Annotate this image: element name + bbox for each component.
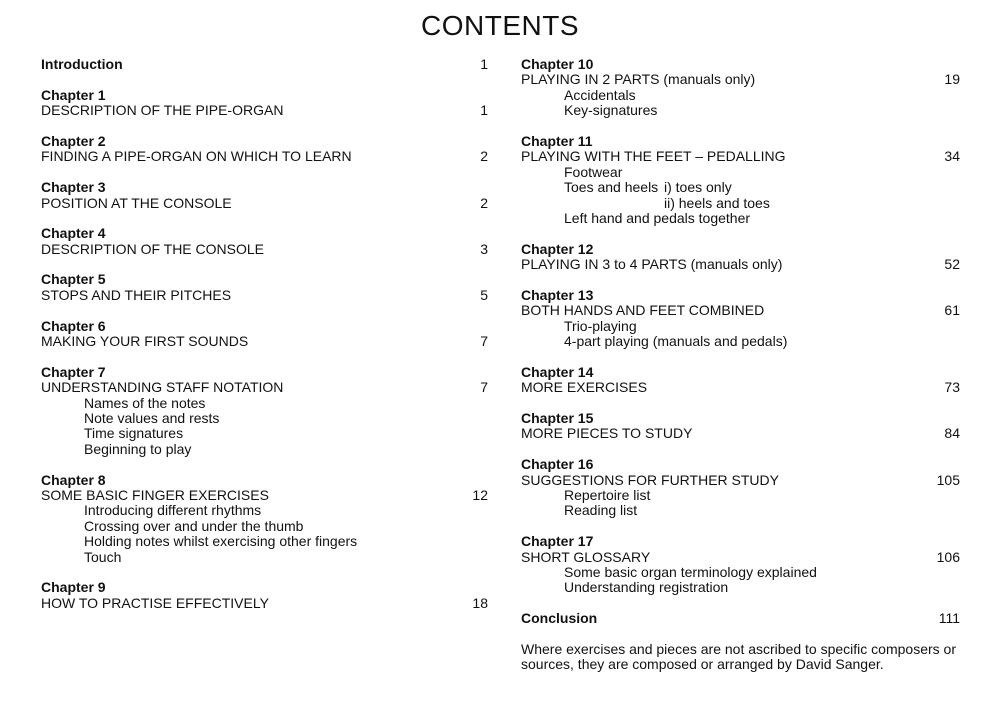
toc-page-number: 7: [480, 379, 488, 396]
toc-page-number: 84: [944, 425, 960, 442]
contents-right-column: [521, 57, 960, 673]
toc-heading: MORE EXERCISES: [521, 379, 648, 396]
toc-chapter-label: Chapter 9: [41, 579, 106, 596]
toc-entry-introduction: [41, 57, 488, 72]
toc-page-number: 2: [480, 148, 488, 165]
toc-subtopic: Reading list: [564, 502, 638, 519]
toc-entry-chapter-1: [41, 88, 488, 119]
toc-subtopic: Trio-playing: [564, 317, 637, 334]
toc-subtopic: Key-signatures: [564, 102, 658, 119]
toc-subtopic: Beginning to play: [84, 440, 192, 457]
toc-subtopic: Repertoire list: [564, 486, 651, 503]
toc-page-number: 34: [944, 148, 960, 165]
toc-page-number: 7: [480, 333, 488, 350]
toc-subtopic: Left hand and pedals together: [564, 209, 751, 226]
toc-entry-chapter-9: [41, 580, 488, 611]
toc-page-number: 5: [480, 286, 488, 303]
toc-chapter-label: Chapter 1: [41, 86, 106, 103]
toc-entry-conclusion: [521, 611, 960, 626]
toc-chapter-label: Chapter 2: [41, 132, 106, 149]
toc-heading: SOME BASIC FINGER EXERCISES: [41, 486, 269, 503]
toc-entry-chapter-7: [41, 365, 488, 457]
toc-chapter-label: Chapter 3: [41, 179, 106, 196]
toc-entry-chapter-8: [41, 473, 488, 565]
toc-heading: PLAYING IN 3 to 4 PARTS (manuals only): [521, 256, 783, 273]
toc-subtopic: Understanding registration: [564, 579, 729, 596]
toc-entry-chapter-3: [41, 180, 488, 211]
toc-subtopic: Introducing different rhythms: [84, 502, 262, 519]
toc-subtopic-detail: ii) heels and toes: [664, 194, 770, 211]
toc-page-number: 106: [936, 548, 960, 565]
toc-subtopic: Touch: [84, 548, 122, 565]
toc-heading: UNDERSTANDING STAFF NOTATION: [41, 379, 284, 396]
toc-entry-chapter-15: [521, 411, 960, 442]
attribution-note-line: sources, they are composed or arranged by David Sanger.: [521, 656, 884, 673]
toc-chapter-label: Chapter 14: [521, 363, 594, 380]
toc-subtopic: Some basic organ terminology explained: [564, 563, 817, 580]
toc-subtopic-label: Toes and heels: [564, 179, 659, 196]
toc-chapter-label: Chapter 11: [521, 132, 593, 149]
toc-heading: HOW TO PRACTISE EFFECTIVELY: [41, 594, 269, 611]
toc-subtopic: Footwear: [564, 163, 623, 180]
toc-page-number: 1: [480, 102, 488, 119]
toc-subtopic-toes: [521, 180, 960, 195]
toc-chapter-label: Chapter 6: [41, 317, 106, 334]
toc-entry-chapter-11: [521, 134, 960, 226]
toc-heading: DESCRIPTION OF THE CONSOLE: [41, 240, 264, 257]
toc-entry-chapter-14: [521, 365, 960, 396]
attribution-note-line: Where exercises and pieces are not ascribed to specific composers or: [521, 640, 956, 657]
toc-heading: FINDING A PIPE-ORGAN ON WHICH TO LEARN: [41, 148, 352, 165]
toc-chapter-label: Chapter 4: [41, 225, 106, 242]
toc-chapter-label: Chapter 7: [41, 363, 106, 380]
contents-left-column: [41, 57, 488, 626]
toc-subtopic: Note values and rests: [84, 409, 220, 426]
toc-entry-chapter-5: [41, 272, 488, 303]
toc-page-number: 3: [480, 240, 488, 257]
toc-page-number: 61: [944, 302, 960, 319]
attribution-note: [521, 642, 960, 673]
toc-heading: BOTH HANDS AND FEET COMBINED: [521, 302, 765, 319]
toc-subtopic: Crossing over and under the thumb: [84, 517, 304, 534]
toc-entry-chapter-6: [41, 319, 488, 350]
toc-chapter-label: Chapter 13: [521, 286, 594, 303]
toc-entry-chapter-4: [41, 226, 488, 257]
toc-heading: SUGGESTIONS FOR FURTHER STUDY: [521, 471, 779, 488]
toc-entry-chapter-13: [521, 288, 960, 350]
toc-page-number: 1: [480, 56, 488, 72]
toc-heading: STOPS AND THEIR PITCHES: [41, 286, 232, 303]
toc-chapter-label: Chapter 12: [521, 240, 594, 257]
toc-page-number: 19: [944, 71, 960, 88]
toc-heading: Introduction: [41, 56, 123, 72]
toc-subtopic-detail: i) toes only: [664, 179, 732, 196]
toc-subtopic: Names of the notes: [84, 394, 206, 411]
toc-page-number: 105: [936, 471, 960, 488]
toc-chapter-label: Chapter 8: [41, 471, 106, 488]
toc-page-number: 18: [472, 594, 488, 611]
toc-page-number: 52: [944, 256, 960, 273]
toc-page-number: 2: [480, 194, 488, 211]
toc-subtopic: Time signatures: [84, 425, 184, 442]
toc-heading: MORE PIECES TO STUDY: [521, 425, 693, 442]
toc-entry-chapter-2: [41, 134, 488, 165]
toc-chapter-label: Chapter 10: [521, 56, 594, 72]
page-title: CONTENTS: [421, 10, 579, 41]
toc-subtopic: 4-part playing (manuals and pedals): [564, 333, 788, 350]
toc-entry-chapter-16: [521, 457, 960, 519]
toc-page-number: 73: [944, 379, 960, 396]
toc-heading: POSITION AT THE CONSOLE: [41, 194, 232, 211]
toc-heading: PLAYING IN 2 PARTS (manuals only): [521, 71, 756, 88]
toc-heading: DESCRIPTION OF THE PIPE-ORGAN: [41, 102, 284, 119]
toc-chapter-label: Chapter 15: [521, 409, 594, 426]
toc-heading: MAKING YOUR FIRST SOUNDS: [41, 333, 249, 350]
toc-chapter-label: Chapter 16: [521, 456, 594, 473]
toc-subtopic: Holding notes whilst exercising other fingers: [84, 533, 358, 550]
toc-entry-chapter-17: [521, 534, 960, 596]
toc-chapter-label: Chapter 17: [521, 533, 594, 550]
toc-subtopic: Accidentals: [564, 86, 636, 103]
toc-heading: PLAYING WITH THE FEET – PEDALLING: [521, 148, 786, 165]
toc-chapter-label: Chapter 5: [41, 271, 106, 288]
toc-page-number: 111: [938, 610, 960, 627]
toc-entry-chapter-12: [521, 242, 960, 273]
toc-heading: Conclusion: [521, 610, 598, 627]
toc-entry-chapter-10: [521, 57, 960, 119]
toc-heading: SHORT GLOSSARY: [521, 548, 651, 565]
toc-page-number: 12: [472, 486, 488, 503]
